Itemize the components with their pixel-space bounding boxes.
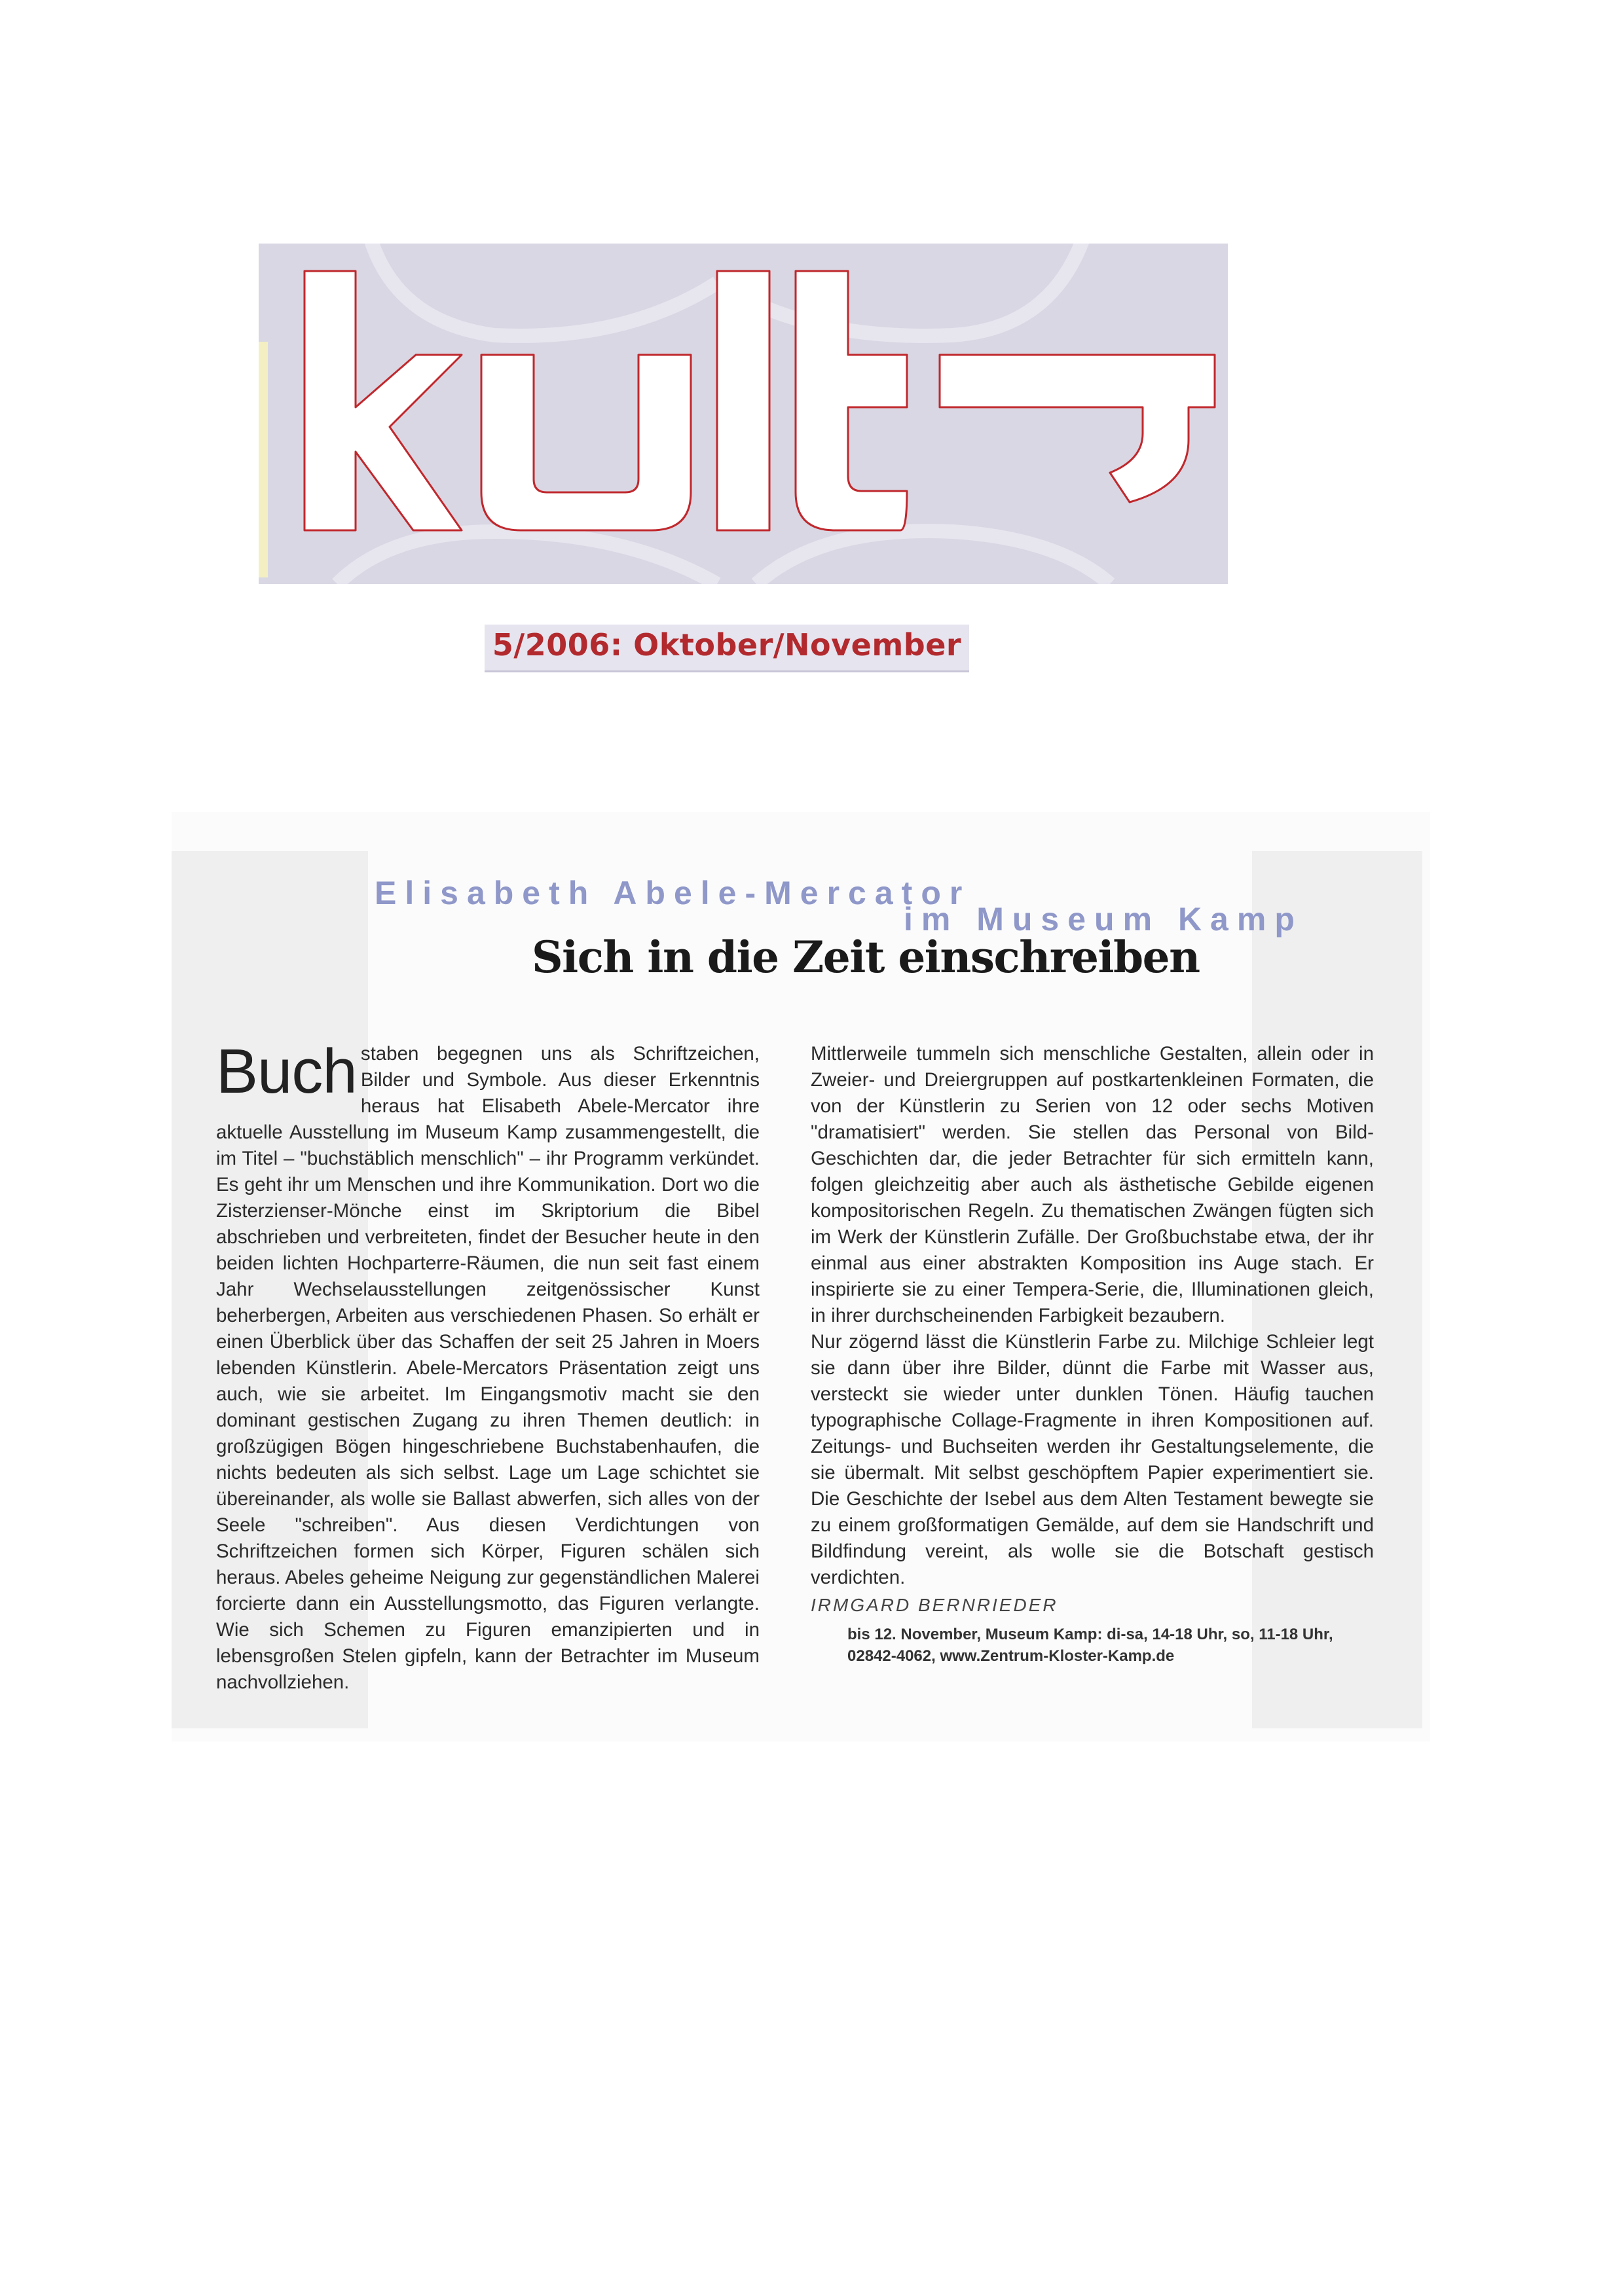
author-byline: IRMGARD BERNRIEDER [811, 1595, 1058, 1615]
paragraph [216, 1036, 760, 1696]
kult-logo [259, 244, 1228, 584]
drop-cap: Buch [216, 1036, 357, 1106]
article-column-right [811, 1041, 1374, 1667]
exhibition-info-line: 02842-4062, www.Zentrum-Kloster-Kamp.de [847, 1647, 1175, 1665]
article-column-left [216, 1036, 760, 1696]
paragraph: Nur zögernd lässt die Künstlerin Farbe zu. Milchige Schleier legt sie dann über ihre Bilder, dünnt die Farbe mit Wasser aus, versteckt sie wieder unter dunklen Tönen. Häufig tauchen typographische Collage-Fragmente in ihren Kompositionen auf. Zeitungs- und Buchseiten werden ihr Gestaltungselemente, die sie übermalt. Mit selbst geschöpftem Papier experimentiert sie. Die Geschichte der Isebel aus dem Alten Testament bewegte sie zu einem großformatigen Gemälde, auf dem sie Handschrift und Bildfindung vereint, als wolle sie die Botschaft gestisch verdichten. [811, 1331, 1374, 1588]
exhibition-info-line: bis 12. November, Museum Kamp: di-sa, 14-18 Uhr, so, 11-18 Uhr, [847, 1626, 1333, 1643]
article-kicker-second-line: im Museum Kamp [904, 901, 1303, 938]
masthead [259, 244, 1228, 584]
paragraph: Mittlerweile tummeln sich menschliche Gestalten, allein oder in Zweier- und Dreiergruppen auf postkartenkleinen Formaten, die von der Künstlerin zu Serien von 12 oder sechs Motiven "dramatisiert" werden. Sie stellen das Personal von Bild-Geschichten dar, die jeder Betrachter für sich ermitteln kann, folgen gleichzeitig aber auch als ästhetische Gebilde eigenen kompositorischen Regeln. Zu thematischen Zwängen fügten sich im Werk der Künstlerin Zufälle. Der Großbuchstabe etwa, der ihr einmal aus einer abstrakten Komposition ins Auge stach. Er inspirierte sie zu einer Tempera-Serie, die, Illuminationen gleich, in ihrer durchscheinenden Farbigkeit bezaubern. [811, 1043, 1374, 1326]
article-kicker: Elisabeth Abele-Mercator [375, 875, 971, 911]
paragraph-text: staben begegnen uns als Schriftzeichen, Bilder und Symbole. Aus dieser Erkenntnis heraus hat Elisabeth Abele-Mercator ihre aktuelle Ausstellung im Museum Kamp zusammengestellt, die im Titel – "buchstäblich menschlich" – ihr Programm verkündet. Es geht ihr um Menschen und ihre Kommunikation. Dort wo die Zisterzienser-Mönche einst im Skriptorium die Bibel abschrieben und verbreiteten, findet der Besucher heute in den beiden lichten Hochparterre-Räumen, die nun seit fast einem Jahr Wechselausstellungen zeitgenössischer Kunst beherbergen, Arbeiten aus verschiedenen Phasen. So erhält er einen Überblick über das Schaffen der seit 25 Jahren in Moers lebenden Künstlerin. Abele-Mercators Präsentation zeigt uns auch, wie sie arbeitet. Im Eingangsmotiv macht sie den dominant gestischen Zugang zu ihren Themen deutlich: in großzügigen Bögen hingeschriebene Buchstabenhaufen, die nichts bedeuten als sich selbst. Lage um Lage schichtet sie übereinander, als wolle sie Ballast abwerfen, sich alles von der Seele "schreiben". Aus diesen Verdichtungen von Schriftzeichen formen sich Körper, Figuren schälen sich heraus. Abeles geheime Neigung zur gegenständlichen Malerei forcierte dann ein Ausstellungsmotto, das Figuren verlangte. Wie sich Schemen zu Figuren emanzipierten und in lebensgroßen Stelen gipfeln, kann der Betrachter im Museum nachvollziehen. [216, 1043, 760, 1693]
issue-strip [485, 625, 969, 672]
article-headline: Sich in die Zeit einschreiben [532, 932, 1200, 983]
issue-date: 5/2006: Oktober/November [492, 627, 962, 663]
exhibition-info [847, 1624, 1374, 1667]
